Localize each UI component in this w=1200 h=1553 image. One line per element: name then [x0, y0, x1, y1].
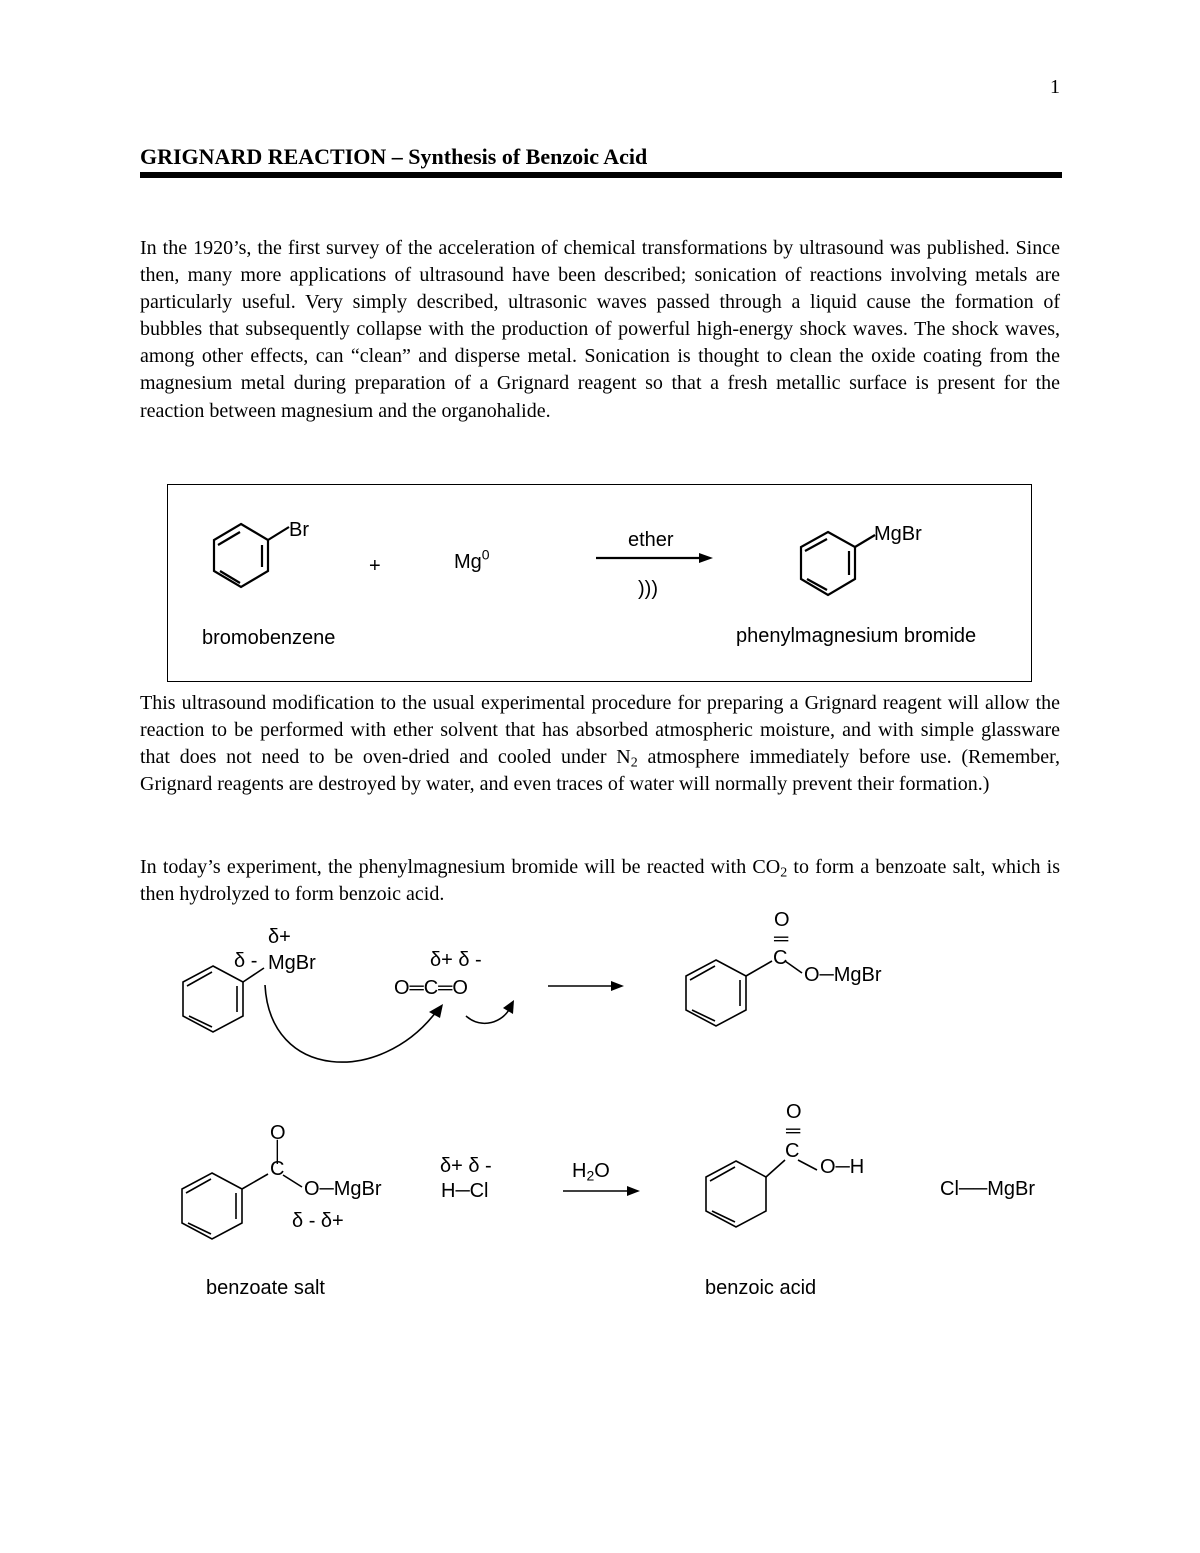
salt-partial-charges: δ - δ+	[292, 1210, 344, 1232]
experiment-text-a: In today’s experiment, the phenylmagnesium bromide will be reacted with CO	[140, 856, 781, 878]
hydrogen-chloride: H─Cl	[441, 1180, 489, 1202]
n2-subscript: 2	[630, 755, 638, 771]
benzoic-acid-label: benzoic acid	[705, 1277, 817, 1299]
carbonyl-oxygen-1: O	[774, 909, 790, 931]
reaction-arrow-2-head	[627, 1186, 640, 1196]
ultrasound-text-b: atmosphere immediately before use. (Remember, Grignard reagents are destroyed by water, and even traces of water will normally prevent their formation.)	[140, 746, 1060, 796]
byproduct-clmgbr: Cl──MgBr	[940, 1178, 1036, 1200]
carbonyl-double-bond-1: ═	[774, 928, 789, 950]
title-main: GRIGNARD REACTION	[140, 144, 387, 169]
attack-arrow-head	[429, 1004, 443, 1018]
mech2-acid-ring	[706, 1160, 817, 1227]
mg-text: Mg	[454, 551, 482, 573]
carbon-dioxide: O═C═O	[394, 977, 468, 999]
arrow-label-ether: ether	[628, 529, 674, 551]
hydroxyl-group: O─H	[820, 1156, 865, 1178]
acid-double-bond: ═	[786, 1120, 801, 1142]
omgbr-product-1: O─MgBr	[804, 964, 882, 986]
water-subscript: 2	[586, 1167, 595, 1184]
title-subtitle: Synthesis of Benzoic Acid	[408, 144, 648, 169]
water-reagent	[572, 1160, 610, 1183]
page-number: 1	[1050, 76, 1060, 98]
mech1-phenyl-ring	[183, 966, 264, 1032]
reaction-arrow-1-head	[611, 981, 624, 991]
electron-shift-arrow	[466, 1008, 510, 1023]
omgbr-salt: O─MgBr	[304, 1178, 382, 1200]
acid-carbon: C	[785, 1140, 800, 1162]
ultrasound-text-a: This ultrasound modification to the usual experimental procedure for preparing a Grignard reagent will allow the reaction to be performed with ether solvent that has absorbed atmospheric moisture, and with simple glassware that does not need to be oven-dried and cooled under N	[140, 692, 1060, 769]
mgbr-label: MgBr	[874, 523, 922, 545]
title-separator: –	[386, 144, 409, 169]
plus-sign: +	[369, 555, 381, 577]
co2-subscript: 2	[780, 865, 788, 881]
carbonyl-carbon-2: C	[270, 1158, 285, 1180]
mgbr-reagent-label: MgBr	[268, 952, 316, 974]
water-h: H	[572, 1160, 587, 1182]
bromine-label: Br	[289, 519, 309, 541]
acid-carbonyl-oxygen: O	[786, 1101, 802, 1123]
mg-oxidation-state: 0	[481, 546, 490, 563]
carbonyl-oxygen-2: O	[270, 1122, 286, 1144]
intro-paragraph: In the 1920’s, the first survey of the acceleration of chemical transformations by ultrasound was published. Since then, many more applications of ultrasound have been described; sonication of reactions involving metals are particularly useful. Very simply described, ultrasonic waves passed through a liquid cause the formation of bubbles that subsequently collapse with the production of powerful high-energy shock waves. The shock waves, among other effects, can “clean” and disperse metal. Sonication is thought to clean the oxide coating from the magnesium metal during preparation of a Grignard reagent so that a fresh metallic surface is present for the reaction between magnesium and the organohalide.	[140, 237, 1060, 422]
delta-minus-carbon: δ -	[234, 950, 258, 972]
reactant-name: bromobenzene	[202, 627, 336, 649]
carbonyl-carbon-1: C	[773, 947, 788, 969]
mech2-salt-ring	[182, 1173, 302, 1239]
water-o: O	[594, 1160, 610, 1182]
benzoate-salt-label: benzoate salt	[206, 1277, 325, 1299]
hcl-partial-charges: δ+ δ -	[440, 1155, 492, 1177]
delta-plus-mgbr: δ+	[268, 926, 291, 948]
experiment-text-b: to form a benzoate salt, which is then hydrolyzed to form benzoic acid.	[140, 856, 1060, 906]
product-name: phenylmagnesium bromide	[736, 625, 977, 647]
arrow-label-ultrasound: )))	[638, 578, 658, 600]
carbonyl-bond-2: │	[272, 1141, 285, 1163]
co2-partial-charges: δ+ δ -	[430, 949, 482, 971]
